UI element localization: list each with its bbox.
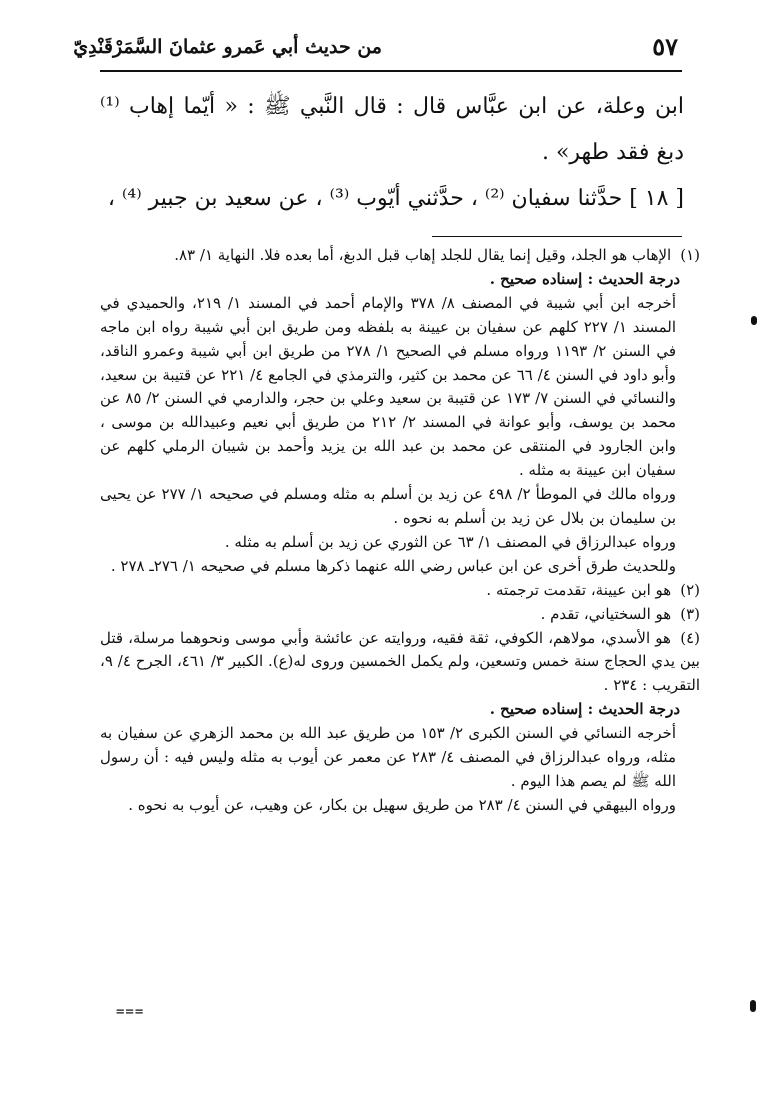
- footnote-number: (١): [680, 246, 700, 264]
- takhrij-paragraph: ورواه البيهقي في السنن ٤/ ٢٨٣ من طريق سهيل بن بكار، عن وهيب، عن أيوب به نحوه .: [128, 795, 676, 814]
- footnote-4: [100, 627, 700, 699]
- footnote-text: هو الأسدي، مولاهم، الكوفي، ثقة فقيه، وروايته عن عائشة وأبي موسى ونحوهما مرسلة، قتل بين يدي الحجاج سنة خمس وتسعين، ولم يكمل الخمسين وروى له(ع). الكبير ٣/ ٤٦١، الجرح ٤/ ٩، التقريب : ٢٣٤ .: [100, 628, 700, 695]
- footnote-number: (٢): [680, 580, 700, 599]
- hadith-text-line: ابن وعلة، عن ابن عبَّاس قال : قال النَّبي ﷺ : « أيّما إهاب ⁽¹⁾ دبغ فقد طهر» .: [100, 94, 684, 165]
- footnotes: [100, 244, 700, 818]
- page-number: ٥٧: [652, 32, 678, 61]
- footnote-text: هو ابن عيينة، تقدمت ترجمته .: [486, 580, 672, 599]
- footnote-number: (٣): [680, 604, 700, 623]
- hadith-grade-heading: درجة الحديث : إسناده صحيح .: [489, 700, 680, 719]
- hadith-grade-heading: درجة الحديث : إسناده صحيح .: [489, 269, 680, 288]
- hadith-isnad-line: [ ١٨ ] حدَّثنا سفيان ⁽²⁾ ، حدَّثني أيّوب ⁽³⁾ ، عن سعيد بن جبير ⁽⁴⁾ ،: [107, 186, 684, 211]
- footnote-2: [100, 579, 700, 603]
- main-text: [100, 84, 684, 222]
- scan-edge-mark: [750, 1000, 756, 1012]
- scan-edge-mark: [751, 316, 757, 325]
- end-mark: ===: [116, 1004, 145, 1020]
- running-title: من حديث أبي عَمرو عثمانَ السَّمَرْقَنْدِيّ: [73, 36, 382, 58]
- takhrij-paragraph: ورواه عبدالرزاق في المصنف ١/ ٦٣ عن الثوري عن زيد بن أسلم به مثله .: [224, 532, 676, 551]
- takhrij-paragraph: أخرجه ابن أبي شيبة في المصنف ٨/ ٣٧٨ والإمام أحمد في المسند ١/ ٢١٩، والحميدي في المسند ١/ ٢٢٧ كلهم عن سفيان بن عيينة به بلفظه ومن طريق ابن أبي شيبة رواه ابن ماجه في السنن ٢/ ١١٩٣ ورواه مسلم في الصحيح ١/ ٢٧٨ من طريق ابن أبي شيبة وعمرو الناقد، وأبو داود في السنن ٤/ ٦٦ عن محمد بن كثير، والترمذي في الجامع ٤/ ٢٢١ عن قتيبة بن سعيد، والنسائي في السنن ٧/ ١٧٣ عن قتيبة بن سعيد وعلي بن حجر، والدارمي في السنن ٢/ ٨٥ عن محمد بن يوسف، وأبو عوانة في المسند ٢/ ٢١٢ من طريق أبي نعيم وعبيدالله بن موسى ، وابن الجارود في المنتقى عن محمد بن عبد الله بن يزيد وأحمد بن شيبان الرملي كلهم عن سفيان ابن عيينة به مثله .: [100, 293, 677, 480]
- footnote-number: (٤): [680, 628, 700, 647]
- takhrij-paragraph: وللحديث طرق أخرى عن ابن عباس رضي الله عنهما ذكرها مسلم في صحيحه ١/ ٢٧٦ـ ٢٧٨ .: [110, 556, 676, 575]
- page-header: [73, 26, 682, 72]
- takhrij-paragraph: ورواه مالك في الموطأ ٢/ ٤٩٨ عن زيد بن أسلم به مثله ومسلم في صحيحه ١/ ٢٧٧ عن يحيى بن سليمان بن بلال عن زيد بن أسلم به نحوه .: [100, 485, 676, 527]
- footnote-1: [100, 244, 700, 268]
- footnote-text: الإهاب هو الجلد، وقيل إنما يقال للجلد إهاب قبل الدبغ، أما بعده فلا. النهاية ١/ ٨٣.: [174, 246, 672, 264]
- takhrij-paragraph: أخرجه النسائي في السنن الكبرى ٢/ ١٥٣ من طريق عبد الله بن محمد الزهري عن سفيان به مثله، ورواه عبدالرزاق في المصنف ٤/ ٢٨٣ عن معمر عن أيوب به مثله وليس فيه : أن رسول الله ﷺ لم يصم هذا اليوم .: [100, 724, 676, 790]
- footnote-divider: [432, 236, 682, 237]
- footnote-3: [100, 603, 700, 627]
- footnote-text: هو السختياني، تقدم .: [540, 604, 672, 623]
